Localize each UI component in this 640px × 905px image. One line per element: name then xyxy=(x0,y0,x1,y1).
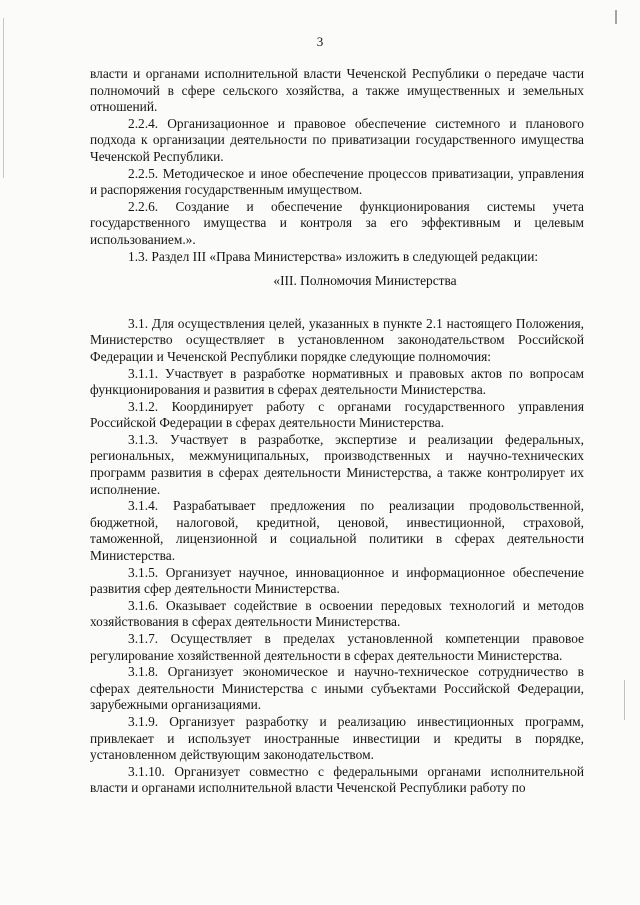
paragraph-3-1-2: 3.1.2. Координирует работу с органами государственного управления Российской Федерации в сферах деятельности Министерства. xyxy=(90,398,584,431)
paragraph-2-2-5: 2.2.5. Методическое и иное обеспечение процессов приватизации, управления и распоряжения государственным имуществом. xyxy=(90,165,584,198)
paragraph-1-3: 1.3. Раздел III «Права Министерства» изложить в следующей редакции: xyxy=(128,248,539,264)
paragraph-3-1-9: 3.1.9. Организует разработку и реализацию инвестиционных программ, привлекает и использует иностранные инвестиции и кредиты в порядке, установленном действующим законодательством. xyxy=(90,713,584,763)
paragraph-3-1-10: 3.1.10. Организует совместно с федеральными органами исполнительной власти и органами исполнительной власти Чеченской Республики работу по xyxy=(90,763,584,796)
paragraph-2-2-4: 2.2.4. Организационное и правовое обеспечение системного и планового подхода к организации деятельности по приватизации государственного имущества Чеченской Республики. xyxy=(90,115,584,164)
paragraph-3-1-6: 3.1.6. Оказывает содействие в освоении передовых технологий и методов хозяйствования в сферах деятельности Министерства. xyxy=(90,597,584,630)
paragraph-3-1-1: 3.1.1. Участвует в разработке нормативных и правовых актов по вопросам функционирования и развития в сферах деятельности Министерства. xyxy=(90,365,584,398)
paragraph-3-1-8: 3.1.8. Организует экономическое и научно-техническое сотрудничество в сферах деятельности Министерства с иными субъектами Российской Федерации, зарубежными организациями. xyxy=(90,664,584,713)
paragraph-3-1-7: 3.1.7. Осуществляет в пределах установленной компетенции правовое регулирование хозяйственной деятельности в сферах деятельности Министерства. xyxy=(90,631,584,663)
paragraph-3-1-4: 3.1.4. Разрабатывает предложения по реализации продовольственной, бюджетной, налоговой, кредитной, ценовой, инвестиционной, страховой, таможенной, лицензионной и социальной политики в сферах деятельности Министерства. xyxy=(90,498,584,564)
scan-edge-mark xyxy=(615,10,617,24)
document-body xyxy=(90,66,584,797)
paragraph-3-1-3: 3.1.3. Участвует в разработке, экспертизе и реализации федеральных, региональных, межмуниципальных, производственных и научно-технических программ развития в сферах деятельности Министерства, а также контролирует их исполнение. xyxy=(90,431,584,497)
paragraph-3-1: 3.1. Для осуществления целей, указанных в пункте 2.1 настоящего Положения, Министерство осуществляет в установленном законодательством Российской Федерации и Чеченской Республики порядке следующие полномочия: xyxy=(90,315,584,364)
scan-edge-mark xyxy=(624,680,625,720)
page-number: 3 xyxy=(316,34,324,49)
paragraph-3-1-5: 3.1.5. Организует научное, инновационное и информационное обеспечение развития сфер деятельности Министерства. xyxy=(90,564,584,597)
section-heading: «III. Полномочия Министерства xyxy=(273,273,457,289)
paragraph-2-2-6: 2.2.6. Создание и обеспечение функционирования системы учета государственного имущества и контроля за его эффективным и целевым использованием.». xyxy=(90,198,584,247)
paragraph-continuation: власти и органами исполнительной власти Чеченской Республики о передаче части полномочий в сфере сельского хозяйства, а также имущественных и земельных отношений. xyxy=(90,66,584,115)
